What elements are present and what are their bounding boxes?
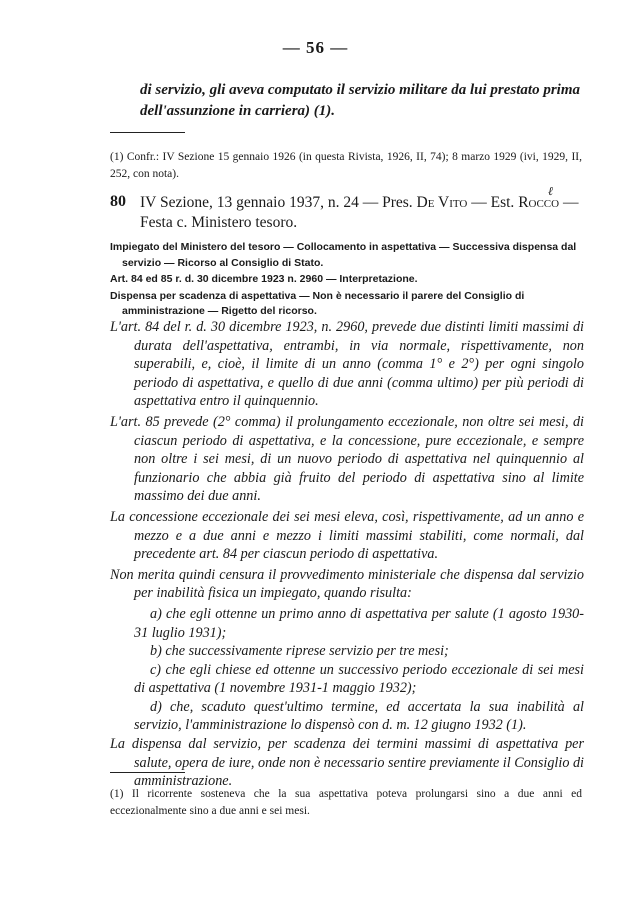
case-heading-part3: — Festa c. Ministero tesoro. bbox=[140, 194, 579, 231]
case-heading-part1: IV Sezione, 13 gennaio 1937, n. 24 — Pres. bbox=[140, 194, 417, 211]
body-paragraph-5: La dispensa dal servizio, per scadenza dei termini massimi di aspettativa per salute, opera de iure, onde non è necessario sentire previamente il Consiglio di amministrazione. bbox=[110, 736, 584, 790]
carryover-paragraph: di servizio, gli aveva computato il servizio militare da lui prestato prima dell'assunzione in carriera) (1). bbox=[140, 82, 580, 119]
footnote-bottom: (1) Il ricorrente sosteneva che la sua aspettativa poteva prolungarsi sino a due anni ed eccezionalmente sino a due anni e sei mesi. bbox=[110, 788, 582, 817]
massima-1: Impiegato del Ministero del tesoro — Collocamento in aspettativa — Successiva dispensa dal servizio — Ricorso al Consiglio di Stato. bbox=[110, 241, 577, 269]
case-heading bbox=[140, 193, 582, 233]
footnote-divider-bottom bbox=[110, 772, 185, 773]
body-item-b: b) che successivamente riprese servizio per tre mesi; bbox=[150, 643, 449, 660]
massima-3: Dispensa per scadenza di aspettativa — Non è necessario il parere del Consiglio di amministrazione — Rigetto del ricorso. bbox=[110, 289, 525, 317]
body-item-a: a) che egli ottenne un primo anno di aspettativa per salute (1 agosto 1930-31 luglio 1931); bbox=[134, 605, 584, 641]
body-text bbox=[110, 318, 584, 793]
case-number: 80 bbox=[110, 193, 126, 210]
body-item-d: d) che, scaduto quest'ultimo termine, ed accertata la sua inabilità al servizio, l'amministrazione lo dispensò con d. m. 12 giugno 1932 (1). bbox=[134, 698, 584, 734]
margin-mark: ℓ bbox=[548, 184, 553, 198]
massime-block bbox=[110, 240, 584, 321]
case-heading-part2: — Est. bbox=[467, 194, 519, 211]
body-paragraph-3: La concessione eccezionale dei sei mesi eleva, così, rispettivamente, ad un anno e mezzo e a due anni e mezzo i limiti massimi stabiliti, come normali, dal precedente art. 84 per ciascun periodo di aspettativa. bbox=[110, 508, 584, 563]
body-paragraph-1: L'art. 84 del r. d. 30 dicembre 1923, n. 2960, prevede due distinti limiti massimi di durata dell'aspettativa, entrambi, in via normale, rispettivamente, non superabili, e, cioè, il limite di un anno (comma 1° e 2°) per ogni singolo periodo di aspettativa, e quello di due anni (comma ultimo) per più periodi di aspettativa entro il quinquennio. bbox=[110, 319, 584, 410]
body-item-c: c) che egli chiese ed ottenne un successivo periodo eccezionale di sei mesi di aspettativa (1 novembre 1931-1 maggio 1932); bbox=[134, 661, 584, 697]
body-paragraph-4: Non merita quindi censura il provvedimento ministeriale che dispensa dal servizio per inabilità fisica un impiegato, quando risulta: bbox=[110, 566, 584, 602]
footnote-divider bbox=[110, 132, 185, 133]
page-number: — 56 — bbox=[282, 38, 349, 57]
body-paragraph-2: L'art. 85 prevede (2° comma) il prolungamento eccezionale, non oltre sei mesi, di ciascun periodo di aspettativa, e la concessione, pure eccezionale, e sempre non oltre i sei mesi, di un nuovo periodo di aspettativa nel quinquennio al funzionario che abbia già fruito del periodo di aspettativa sino al limite massimo dei due anni. bbox=[110, 413, 584, 505]
case-estensore: Rocco bbox=[518, 194, 560, 211]
footnote-top: (1) Confr.: IV Sezione 15 gennaio 1926 (in questa Rivista, 1926, II, 74); 8 marzo 1929 (ivi, 1929, II, 252, con nota). bbox=[110, 151, 582, 180]
case-president: De Vito bbox=[416, 194, 468, 211]
massima-2: Art. 84 ed 85 r. d. 30 dicembre 1923 n. 2960 — Interpretazione. bbox=[110, 273, 418, 285]
